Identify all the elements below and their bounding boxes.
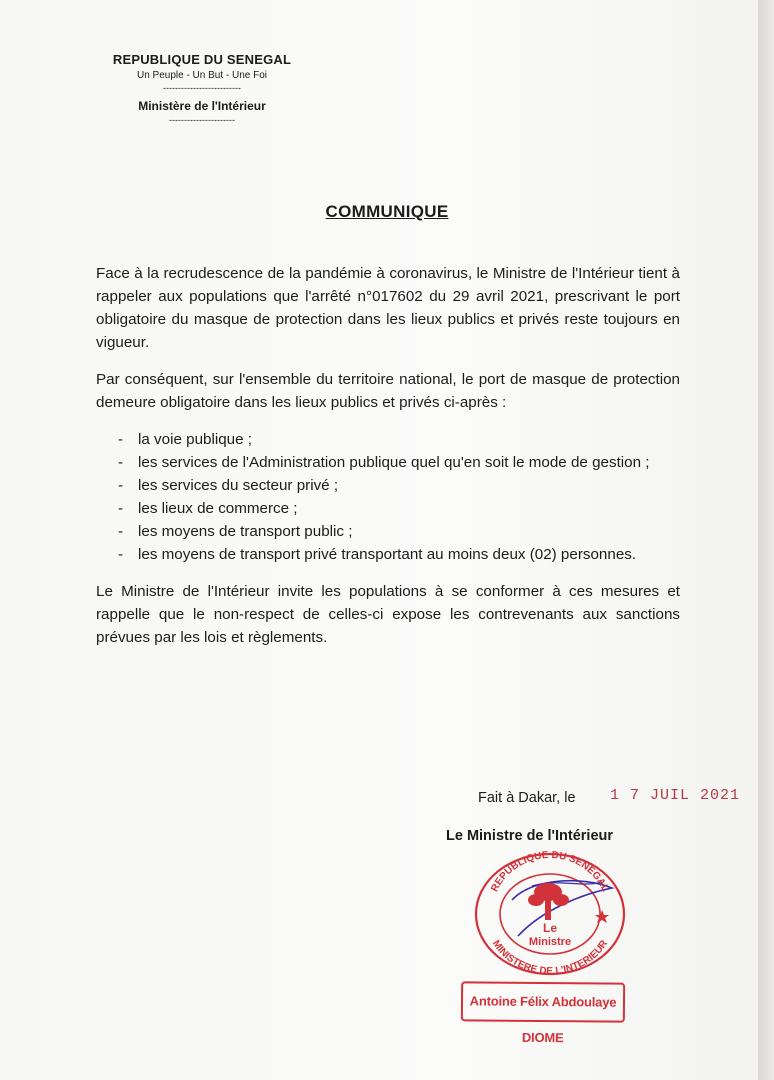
signatory-title: Le Ministre de l'Intérieur [446, 828, 614, 844]
ministry-name: Ministère de l'Intérieur [138, 99, 266, 113]
seal-top-text: REPUBLIQUE DU SENEGAL [489, 849, 611, 894]
republic-name: REPUBLIQUE DU SENEGAL [112, 52, 292, 67]
places-list [96, 428, 680, 566]
list-item: - les services du secteur privé ; [96, 474, 680, 497]
paragraph-intro: Face à la recrudescence de la pandémie à coronavirus, le Ministre de l'Intérieur tient à rappeler aux populations que l'arrêté n°017602 du 29 avril 2021, prescrivant le port obligatoire du masque de protection dans les lieux publics et privés reste toujours en vigueur. [96, 265, 680, 351]
separator-line-2: ---------------------- [169, 115, 235, 125]
seal-bottom-text: MINISTERE DE L'INTERIEUR [490, 938, 610, 976]
paragraph-closing: Le Ministre de l'Intérieur invite les populations à se conformer à ces mesures et rappelle que le non-respect de celles-ci expose les contrevenants aux sanctions prévues par les lois et règlements. [96, 583, 680, 646]
list-item: - les lieux de commerce ; [96, 497, 680, 520]
letterhead [96, 52, 308, 125]
signatory-name-stamp: Antoine Félix Abdoulaye DIOME [461, 981, 625, 1022]
document-title: COMMUNIQUE [325, 202, 449, 221]
document-body [96, 262, 680, 663]
list-item: - les moyens de transport public ; [96, 520, 680, 543]
ministry-seal [462, 848, 638, 976]
page-edge-shadow [758, 0, 774, 1080]
date-stamp: 1 7 JUIL 2021 [610, 787, 741, 804]
list-item: - les moyens de transport privé transportant au moins deux (02) personnes. [96, 543, 680, 566]
paragraph-consequence: Par conséquent, sur l'ensemble du territoire national, le port de masque de protection demeure obligatoire dans les lieux publics et privés ci-après : [96, 371, 680, 411]
seal-center-line1: Le [542, 921, 558, 935]
list-item: - la voie publique ; [96, 428, 680, 451]
place-of-signature: Fait à Dakar, le [478, 790, 576, 806]
list-item: - les services de l'Administration publique quel qu'en soit le mode de gestion ; [96, 451, 680, 474]
separator-line: -------------------------- [163, 83, 241, 93]
national-motto: Un Peuple - Un But - Une Foi [136, 70, 268, 81]
seal-center-line2: Ministre [528, 936, 572, 948]
